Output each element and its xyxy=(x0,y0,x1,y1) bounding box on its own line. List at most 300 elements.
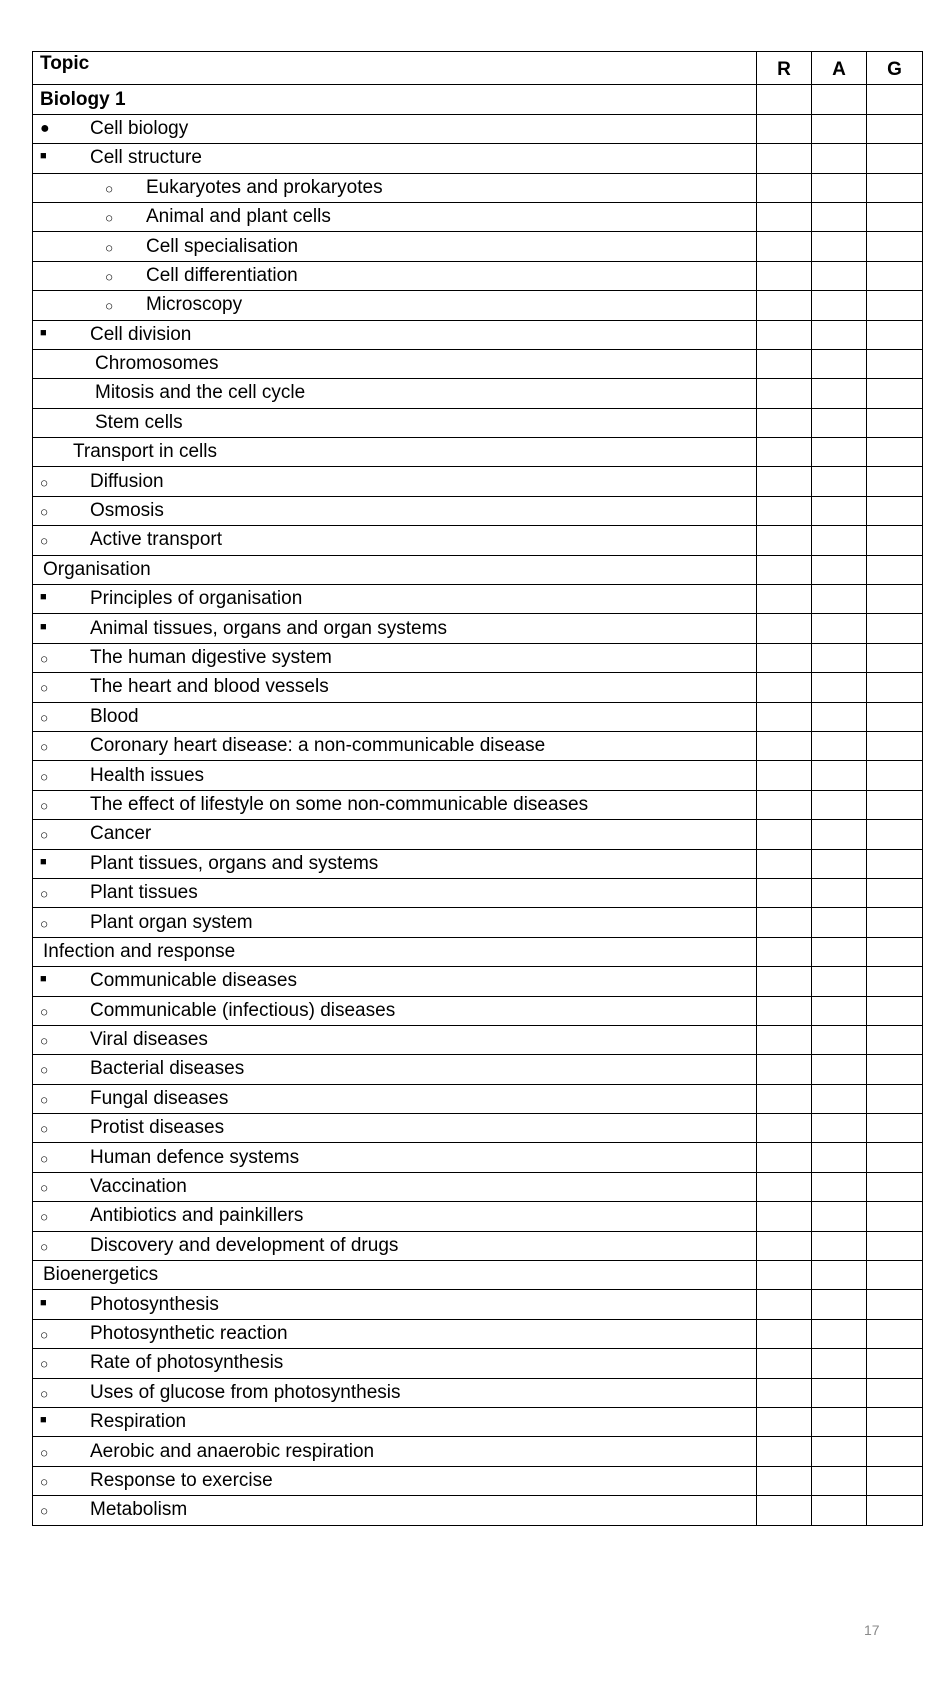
topic-cell xyxy=(33,1114,757,1143)
topic-label: Bioenergetics xyxy=(43,1264,159,1286)
rating-red-cell[interactable] xyxy=(757,173,812,202)
topic-label: Active transport xyxy=(90,529,222,551)
circle-bullet-icon: ○ xyxy=(105,268,114,285)
rating-red-cell[interactable] xyxy=(757,202,812,231)
circle-bullet-icon: ○ xyxy=(105,298,114,315)
rating-red-cell[interactable] xyxy=(757,1407,812,1436)
rating-amber-cell[interactable] xyxy=(812,996,867,1025)
rating-amber-cell[interactable] xyxy=(812,820,867,849)
topic-label: Uses of glucose from photosynthesis xyxy=(90,1381,401,1403)
circle-bullet-icon: ○ xyxy=(40,827,49,844)
topic-cell xyxy=(33,1407,757,1436)
rating-amber-cell[interactable] xyxy=(812,1496,867,1525)
rating-green-cell[interactable] xyxy=(867,1114,923,1143)
rating-red-cell[interactable] xyxy=(757,1349,812,1378)
header-green: G xyxy=(867,52,923,85)
square-bullet-icon: ■ xyxy=(40,1414,47,1427)
rating-amber-cell[interactable] xyxy=(812,202,867,231)
topic-cell xyxy=(33,1084,757,1113)
rating-red-cell[interactable] xyxy=(757,1466,812,1495)
topic-label: Diffusion xyxy=(90,470,164,492)
topic-label: Rate of photosynthesis xyxy=(90,1352,284,1374)
rating-green-cell[interactable] xyxy=(867,849,923,878)
topic-cell xyxy=(33,1496,757,1525)
table-row xyxy=(33,702,923,731)
rating-green-cell[interactable] xyxy=(867,702,923,731)
table-row xyxy=(33,1261,923,1290)
topic-cell xyxy=(33,467,757,496)
rag-checklist-table xyxy=(32,51,923,1526)
topic-label: The heart and blood vessels xyxy=(90,676,329,698)
rating-red-cell[interactable] xyxy=(757,731,812,760)
square-bullet-icon: ■ xyxy=(40,620,47,633)
rating-red-cell[interactable] xyxy=(757,408,812,437)
table-row xyxy=(33,1466,923,1495)
rating-red-cell[interactable] xyxy=(757,761,812,790)
topic-label: Blood xyxy=(90,705,139,727)
rating-green-cell[interactable] xyxy=(867,467,923,496)
rating-amber-cell[interactable] xyxy=(812,908,867,937)
rating-green-cell[interactable] xyxy=(867,202,923,231)
rating-green-cell[interactable] xyxy=(867,1349,923,1378)
topic-cell xyxy=(33,232,757,261)
rating-green-cell[interactable] xyxy=(867,555,923,584)
rating-red-cell[interactable] xyxy=(757,1437,812,1466)
rating-red-cell[interactable] xyxy=(757,1025,812,1054)
rating-red-cell[interactable] xyxy=(757,1378,812,1407)
rating-red-cell[interactable] xyxy=(757,878,812,907)
rating-amber-cell[interactable] xyxy=(812,585,867,614)
topic-cell xyxy=(33,585,757,614)
rating-red-cell[interactable] xyxy=(757,1290,812,1319)
topic-label: Cell division xyxy=(90,323,192,345)
rating-green-cell[interactable] xyxy=(867,1437,923,1466)
rating-green-cell[interactable] xyxy=(867,1025,923,1054)
rating-red-cell[interactable] xyxy=(757,85,812,114)
rating-amber-cell[interactable] xyxy=(812,937,867,966)
rating-amber-cell[interactable] xyxy=(812,1055,867,1084)
table-row xyxy=(33,85,923,114)
topic-label: Plant organ system xyxy=(90,911,253,933)
rating-green-cell[interactable] xyxy=(867,1261,923,1290)
table-row xyxy=(33,291,923,320)
topic-label: Infection and response xyxy=(43,940,236,962)
rating-amber-cell[interactable] xyxy=(812,731,867,760)
topic-label: Coronary heart disease: a non-communicable disease xyxy=(90,735,546,757)
rating-amber-cell[interactable] xyxy=(812,614,867,643)
rating-red-cell[interactable] xyxy=(757,643,812,672)
table-row xyxy=(33,232,923,261)
rating-green-cell[interactable] xyxy=(867,1466,923,1495)
topic-label: Cell differentiation xyxy=(146,264,298,286)
topic-cell xyxy=(33,790,757,819)
circle-bullet-icon: ○ xyxy=(40,680,49,697)
rating-green-cell[interactable] xyxy=(867,232,923,261)
rating-green-cell[interactable] xyxy=(867,1319,923,1348)
rating-green-cell[interactable] xyxy=(867,144,923,173)
table-header-row xyxy=(33,52,923,85)
rating-amber-cell[interactable] xyxy=(812,643,867,672)
topic-label: Respiration xyxy=(90,1411,187,1433)
rating-green-cell[interactable] xyxy=(867,614,923,643)
topic-cell xyxy=(33,967,757,996)
circle-bullet-icon: ○ xyxy=(40,474,49,491)
rating-red-cell[interactable] xyxy=(757,1114,812,1143)
topic-cell xyxy=(33,820,757,849)
rating-amber-cell[interactable] xyxy=(812,967,867,996)
circle-bullet-icon: ○ xyxy=(105,209,114,226)
table-row xyxy=(33,526,923,555)
rating-amber-cell[interactable] xyxy=(812,878,867,907)
topic-cell xyxy=(33,1261,757,1290)
rating-amber-cell[interactable] xyxy=(812,408,867,437)
topic-label: Photosynthesis xyxy=(90,1293,219,1315)
rating-amber-cell[interactable] xyxy=(812,526,867,555)
rating-amber-cell[interactable] xyxy=(812,1025,867,1054)
circle-bullet-icon: ○ xyxy=(40,1209,49,1226)
topic-cell xyxy=(33,438,757,467)
rating-green-cell[interactable] xyxy=(867,1143,923,1172)
rating-amber-cell[interactable] xyxy=(812,114,867,143)
rating-green-cell[interactable] xyxy=(867,408,923,437)
rating-red-cell[interactable] xyxy=(757,937,812,966)
rating-green-cell[interactable] xyxy=(867,173,923,202)
topic-label: The effect of lifestyle on some non-communicable diseases xyxy=(90,793,589,815)
rating-amber-cell[interactable] xyxy=(812,761,867,790)
rating-amber-cell[interactable] xyxy=(812,320,867,349)
rating-red-cell[interactable] xyxy=(757,320,812,349)
rating-red-cell[interactable] xyxy=(757,114,812,143)
circle-bullet-icon: ○ xyxy=(105,239,114,256)
topic-cell xyxy=(33,555,757,584)
rating-amber-cell[interactable] xyxy=(812,173,867,202)
rating-red-cell[interactable] xyxy=(757,996,812,1025)
topic-cell xyxy=(33,1437,757,1466)
rating-green-cell[interactable] xyxy=(867,1290,923,1319)
rating-green-cell[interactable] xyxy=(867,967,923,996)
topic-label: Animal and plant cells xyxy=(146,206,331,228)
circle-bullet-icon: ○ xyxy=(40,1091,49,1108)
table-row xyxy=(33,731,923,760)
table-row xyxy=(33,1319,923,1348)
topic-cell xyxy=(33,320,757,349)
table-row xyxy=(33,173,923,202)
rating-red-cell[interactable] xyxy=(757,1231,812,1260)
topic-cell xyxy=(33,731,757,760)
topic-label: Communicable (infectious) diseases xyxy=(90,999,396,1021)
topic-label: Cell biology xyxy=(90,117,189,139)
topic-label: Health issues xyxy=(90,764,205,786)
rating-amber-cell[interactable] xyxy=(812,496,867,525)
rating-red-cell[interactable] xyxy=(757,261,812,290)
table-row xyxy=(33,408,923,437)
circle-bullet-icon: ○ xyxy=(40,1326,49,1343)
rating-red-cell[interactable] xyxy=(757,496,812,525)
rating-red-cell[interactable] xyxy=(757,1319,812,1348)
rating-amber-cell[interactable] xyxy=(812,1084,867,1113)
circle-bullet-icon: ○ xyxy=(40,1150,49,1167)
table-row xyxy=(33,1172,923,1201)
rating-green-cell[interactable] xyxy=(867,790,923,819)
rating-amber-cell[interactable] xyxy=(812,85,867,114)
rating-amber-cell[interactable] xyxy=(812,790,867,819)
rating-amber-cell[interactable] xyxy=(812,1407,867,1436)
topic-label: Mitosis and the cell cycle xyxy=(95,382,306,404)
rating-green-cell[interactable] xyxy=(867,761,923,790)
rating-green-cell[interactable] xyxy=(867,526,923,555)
rating-amber-cell[interactable] xyxy=(812,1349,867,1378)
topic-cell xyxy=(33,496,757,525)
circle-bullet-icon: ○ xyxy=(40,885,49,902)
rating-red-cell[interactable] xyxy=(757,291,812,320)
rating-green-cell[interactable] xyxy=(867,379,923,408)
rating-amber-cell[interactable] xyxy=(812,1143,867,1172)
circle-bullet-icon: ○ xyxy=(40,503,49,520)
topic-label: Protist diseases xyxy=(90,1117,225,1139)
rating-green-cell[interactable] xyxy=(867,85,923,114)
topic-cell xyxy=(33,996,757,1025)
topic-cell xyxy=(33,1055,757,1084)
rating-green-cell[interactable] xyxy=(867,1055,923,1084)
rating-red-cell[interactable] xyxy=(757,614,812,643)
table-row xyxy=(33,349,923,378)
rating-amber-cell[interactable] xyxy=(812,849,867,878)
table-row xyxy=(33,261,923,290)
rating-amber-cell[interactable] xyxy=(812,1466,867,1495)
table-row xyxy=(33,1202,923,1231)
topic-label: Human defence systems xyxy=(90,1146,300,1168)
table-row xyxy=(33,1114,923,1143)
circle-bullet-icon: ○ xyxy=(40,1179,49,1196)
topic-cell xyxy=(33,761,757,790)
rating-amber-cell[interactable] xyxy=(812,1114,867,1143)
table-row xyxy=(33,114,923,143)
square-bullet-icon: ■ xyxy=(40,1296,47,1309)
topic-label: Bacterial diseases xyxy=(90,1058,245,1080)
rating-red-cell[interactable] xyxy=(757,849,812,878)
rating-amber-cell[interactable] xyxy=(812,1437,867,1466)
square-bullet-icon: ■ xyxy=(40,855,47,868)
topic-cell xyxy=(33,261,757,290)
rating-red-cell[interactable] xyxy=(757,908,812,937)
rating-green-cell[interactable] xyxy=(867,643,923,672)
rating-red-cell[interactable] xyxy=(757,790,812,819)
topic-label: Photosynthetic reaction xyxy=(90,1322,288,1344)
topic-label: Osmosis xyxy=(90,500,164,522)
circle-bullet-icon: ○ xyxy=(40,797,49,814)
topic-label: Chromosomes xyxy=(95,353,219,375)
topic-cell xyxy=(33,291,757,320)
topic-label: Principles of organisation xyxy=(90,588,303,610)
topic-cell xyxy=(33,643,757,672)
rating-amber-cell[interactable] xyxy=(812,291,867,320)
topic-cell xyxy=(33,1378,757,1407)
rating-amber-cell[interactable] xyxy=(812,467,867,496)
rating-green-cell[interactable] xyxy=(867,673,923,702)
table-row xyxy=(33,1290,923,1319)
rating-green-cell[interactable] xyxy=(867,114,923,143)
topic-cell xyxy=(33,1231,757,1260)
rating-green-cell[interactable] xyxy=(867,731,923,760)
rating-green-cell[interactable] xyxy=(867,1231,923,1260)
circle-bullet-icon: ○ xyxy=(40,1503,49,1520)
topic-cell xyxy=(33,673,757,702)
rating-red-cell[interactable] xyxy=(757,1055,812,1084)
topic-label: Antibiotics and painkillers xyxy=(90,1205,304,1227)
rating-green-cell[interactable] xyxy=(867,496,923,525)
rating-red-cell[interactable] xyxy=(757,820,812,849)
table-row xyxy=(33,1025,923,1054)
topic-label: Animal tissues, organs and organ systems xyxy=(90,617,447,639)
rating-amber-cell[interactable] xyxy=(812,379,867,408)
rating-green-cell[interactable] xyxy=(867,585,923,614)
header-topic: Topic xyxy=(33,52,757,85)
rating-red-cell[interactable] xyxy=(757,232,812,261)
rating-green-cell[interactable] xyxy=(867,1496,923,1525)
circle-bullet-icon: ○ xyxy=(40,1120,49,1137)
table-row xyxy=(33,1231,923,1260)
rating-red-cell[interactable] xyxy=(757,1202,812,1231)
rating-amber-cell[interactable] xyxy=(812,673,867,702)
rating-green-cell[interactable] xyxy=(867,1172,923,1201)
rating-amber-cell[interactable] xyxy=(812,1378,867,1407)
rating-amber-cell[interactable] xyxy=(812,1202,867,1231)
table-row xyxy=(33,908,923,937)
topic-cell xyxy=(33,1172,757,1201)
square-bullet-icon: ■ xyxy=(40,326,47,339)
rating-red-cell[interactable] xyxy=(757,702,812,731)
rating-red-cell[interactable] xyxy=(757,467,812,496)
table-row xyxy=(33,673,923,702)
table-row xyxy=(33,967,923,996)
topic-cell xyxy=(33,526,757,555)
rating-amber-cell[interactable] xyxy=(812,438,867,467)
rating-red-cell[interactable] xyxy=(757,673,812,702)
rating-green-cell[interactable] xyxy=(867,320,923,349)
table-row xyxy=(33,202,923,231)
rating-green-cell[interactable] xyxy=(867,261,923,290)
rating-green-cell[interactable] xyxy=(867,349,923,378)
rating-green-cell[interactable] xyxy=(867,1202,923,1231)
rating-green-cell[interactable] xyxy=(867,996,923,1025)
rating-amber-cell[interactable] xyxy=(812,1231,867,1260)
rating-green-cell[interactable] xyxy=(867,878,923,907)
topic-cell xyxy=(33,114,757,143)
topic-cell xyxy=(33,1349,757,1378)
rating-red-cell[interactable] xyxy=(757,438,812,467)
topic-label: Cancer xyxy=(90,823,152,845)
table-row xyxy=(33,820,923,849)
rating-amber-cell[interactable] xyxy=(812,1261,867,1290)
table-row xyxy=(33,1407,923,1436)
rating-green-cell[interactable] xyxy=(867,438,923,467)
rating-amber-cell[interactable] xyxy=(812,144,867,173)
rating-red-cell[interactable] xyxy=(757,1143,812,1172)
rating-green-cell[interactable] xyxy=(867,937,923,966)
rating-amber-cell[interactable] xyxy=(812,232,867,261)
square-bullet-icon: ■ xyxy=(40,150,47,163)
header-amber: A xyxy=(812,52,867,85)
topic-label: Viral diseases xyxy=(90,1029,208,1051)
circle-bullet-icon: ○ xyxy=(40,1032,49,1049)
topic-label: The human digestive system xyxy=(90,647,332,668)
circle-bullet-icon: ○ xyxy=(40,1062,49,1079)
rating-green-cell[interactable] xyxy=(867,291,923,320)
topic-label: Response to exercise xyxy=(90,1469,273,1491)
table-row xyxy=(33,790,923,819)
rating-red-cell[interactable] xyxy=(757,1261,812,1290)
page-number: 17 xyxy=(864,1622,880,1638)
circle-bullet-icon: ○ xyxy=(40,1473,49,1490)
rating-amber-cell[interactable] xyxy=(812,702,867,731)
rating-green-cell[interactable] xyxy=(867,1084,923,1113)
table-row xyxy=(33,849,923,878)
table-row xyxy=(33,1496,923,1525)
rating-red-cell[interactable] xyxy=(757,555,812,584)
rating-green-cell[interactable] xyxy=(867,820,923,849)
rating-amber-cell[interactable] xyxy=(812,349,867,378)
square-bullet-icon: ■ xyxy=(40,973,47,986)
rating-red-cell[interactable] xyxy=(757,585,812,614)
topic-label: Plant tissues, organs and systems xyxy=(90,852,379,874)
rating-red-cell[interactable] xyxy=(757,144,812,173)
topic-label: Stem cells xyxy=(95,411,183,433)
table-row xyxy=(33,1437,923,1466)
rating-amber-cell[interactable] xyxy=(812,1319,867,1348)
rating-amber-cell[interactable] xyxy=(812,1172,867,1201)
rating-green-cell[interactable] xyxy=(867,908,923,937)
topic-cell xyxy=(33,702,757,731)
rating-red-cell[interactable] xyxy=(757,526,812,555)
topic-cell xyxy=(33,202,757,231)
topic-cell xyxy=(33,379,757,408)
topic-label: Transport in cells xyxy=(73,441,217,463)
circle-bullet-icon: ○ xyxy=(40,1356,49,1373)
table-row xyxy=(33,937,923,966)
topic-label: Vaccination xyxy=(90,1176,187,1198)
rating-amber-cell[interactable] xyxy=(812,555,867,584)
rating-red-cell[interactable] xyxy=(757,1084,812,1113)
topic-label: Eukaryotes and prokaryotes xyxy=(146,176,383,198)
rating-red-cell[interactable] xyxy=(757,1496,812,1525)
topic-label: Cell structure xyxy=(90,147,202,169)
table-row xyxy=(33,555,923,584)
topic-cell xyxy=(33,1025,757,1054)
rating-red-cell[interactable] xyxy=(757,1172,812,1201)
topic-label: Biology 1 xyxy=(40,88,126,110)
topic-cell xyxy=(33,1319,757,1348)
topic-cell xyxy=(33,849,757,878)
topic-cell xyxy=(33,1202,757,1231)
topic-label: Fungal diseases xyxy=(90,1087,229,1109)
topic-cell xyxy=(33,937,757,966)
topic-label: Discovery and development of drugs xyxy=(90,1234,399,1256)
rating-green-cell[interactable] xyxy=(867,1407,923,1436)
topic-cell xyxy=(33,349,757,378)
rating-amber-cell[interactable] xyxy=(812,1290,867,1319)
table-row xyxy=(33,320,923,349)
rating-red-cell[interactable] xyxy=(757,379,812,408)
rating-red-cell[interactable] xyxy=(757,349,812,378)
rating-amber-cell[interactable] xyxy=(812,261,867,290)
table-row xyxy=(33,996,923,1025)
rating-green-cell[interactable] xyxy=(867,1378,923,1407)
table-row xyxy=(33,1349,923,1378)
table-row xyxy=(33,496,923,525)
table-row xyxy=(33,467,923,496)
rating-red-cell[interactable] xyxy=(757,967,812,996)
topic-cell xyxy=(33,878,757,907)
